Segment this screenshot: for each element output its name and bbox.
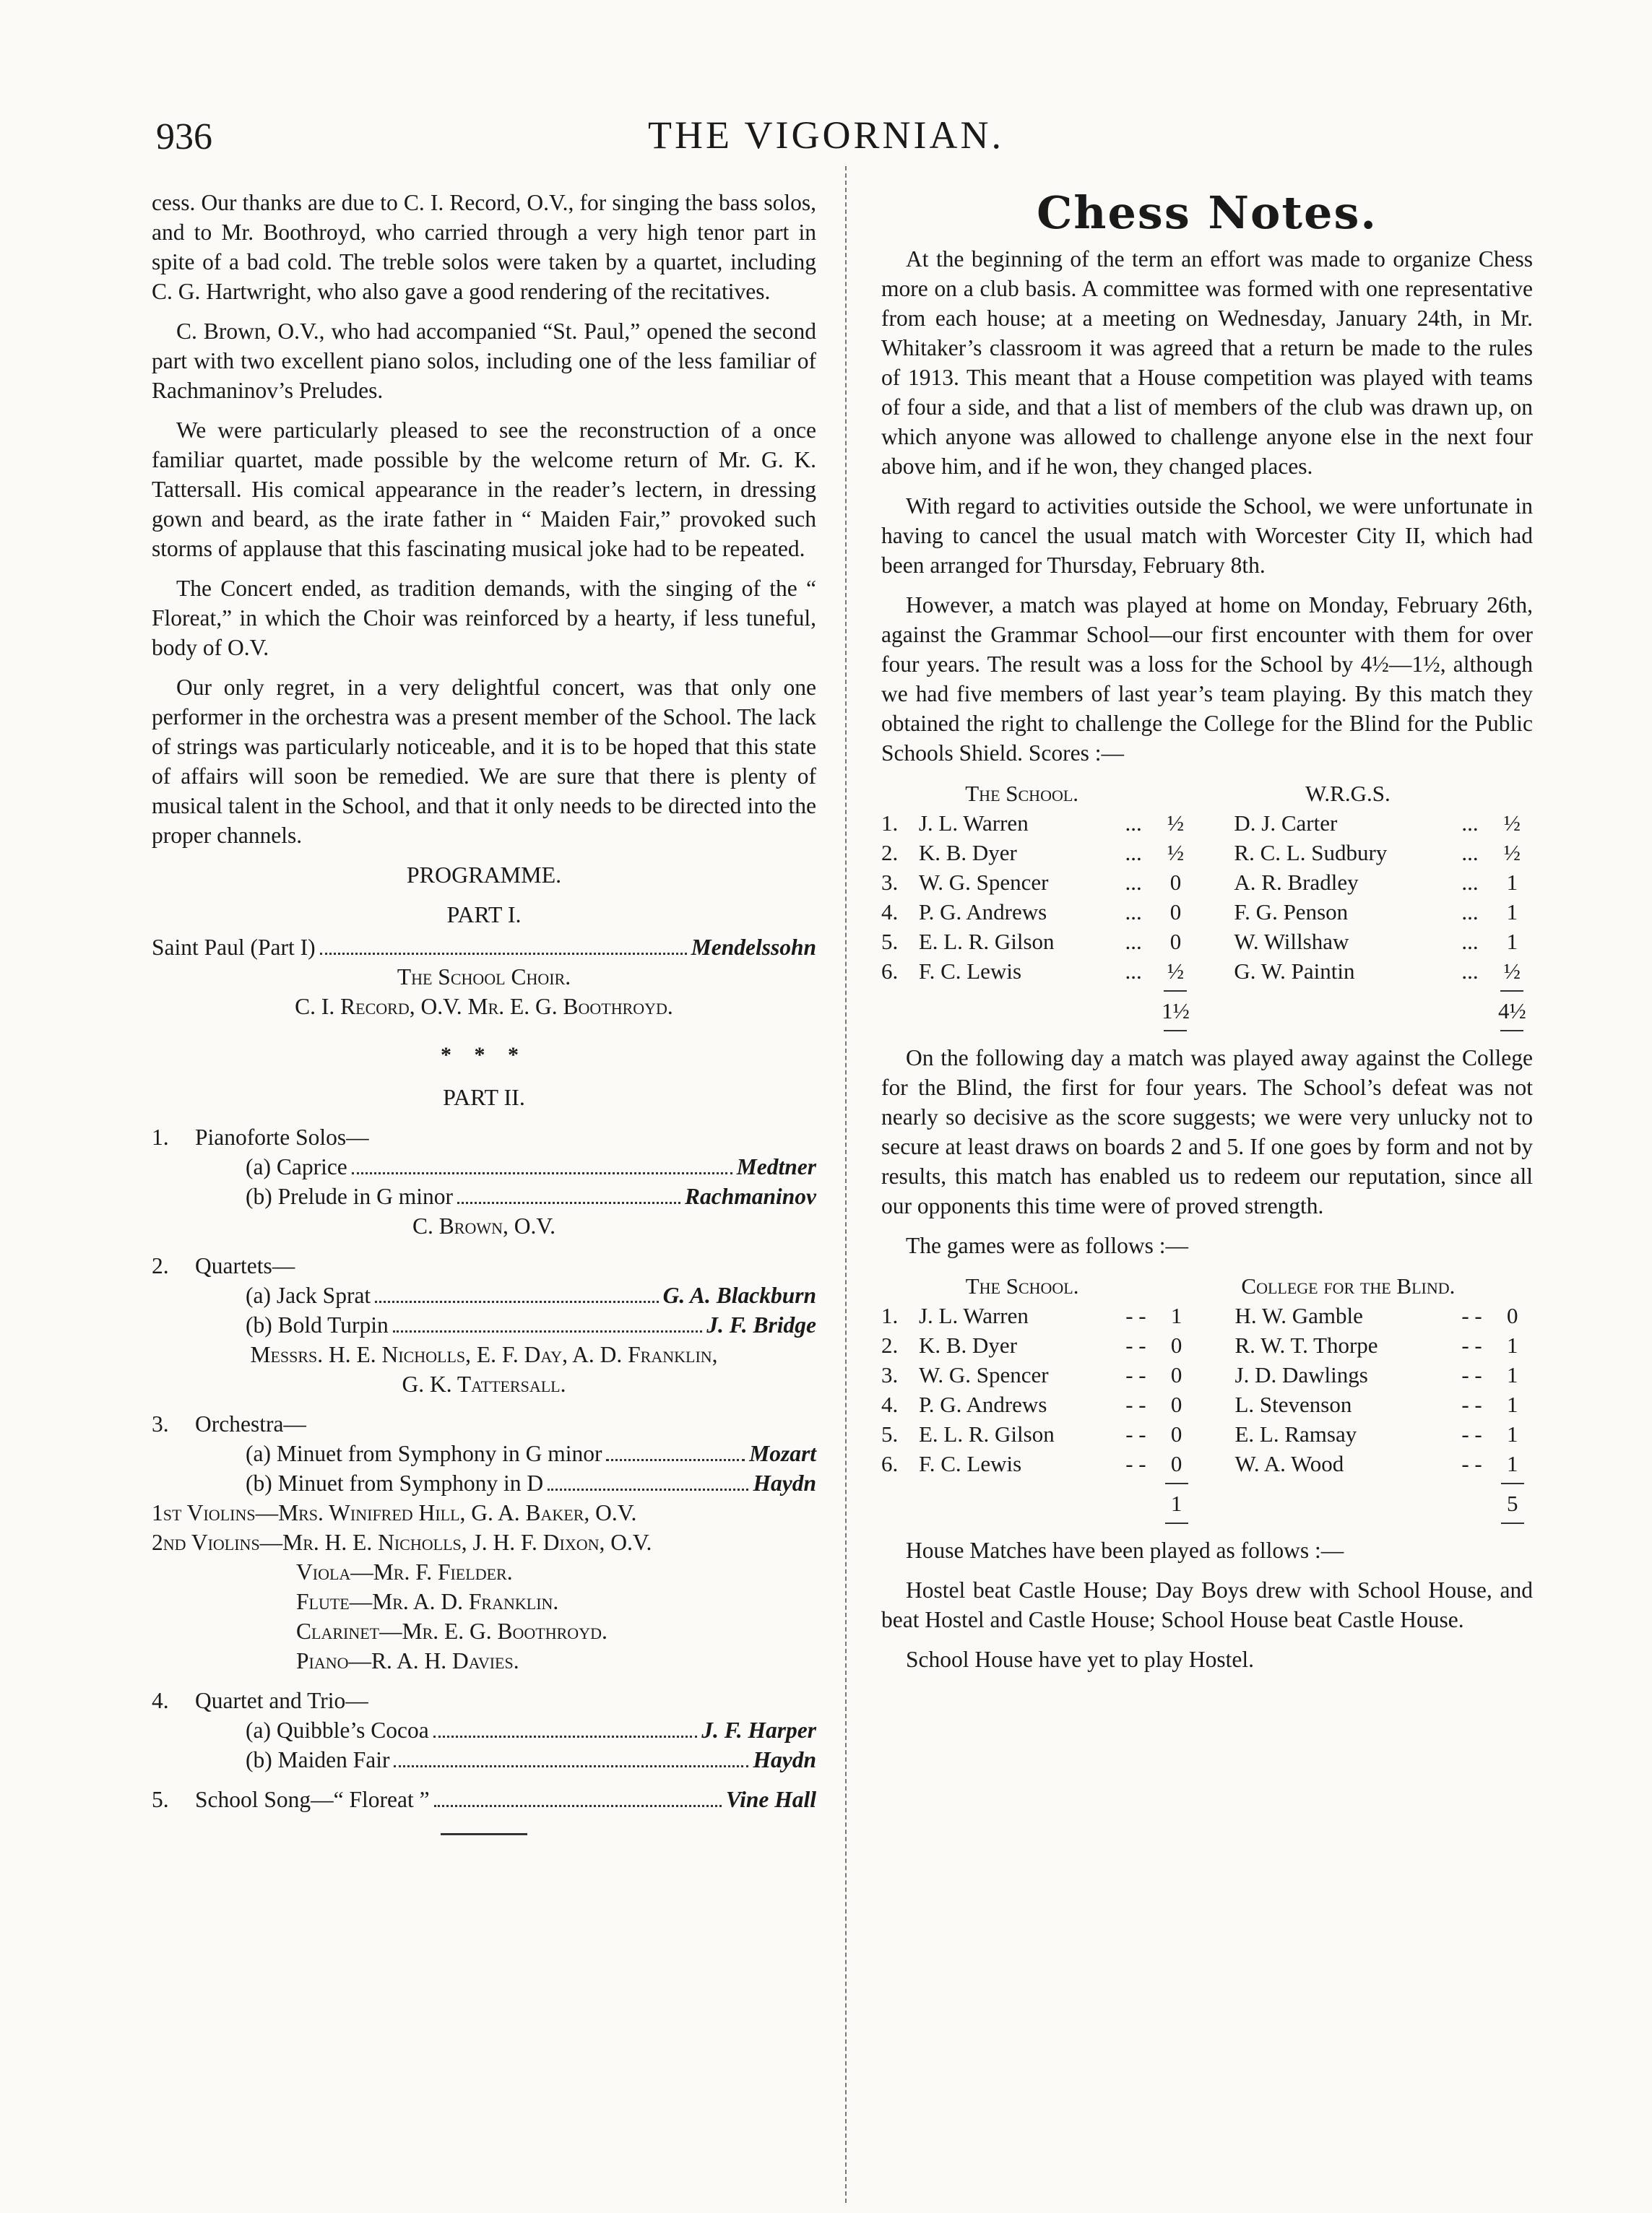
- row-separator: ...: [1125, 840, 1142, 865]
- part-2-title: PART II.: [443, 1084, 525, 1110]
- row-separator: - -: [1125, 1333, 1146, 1358]
- piece-title: Saint Paul (Part I): [152, 935, 316, 960]
- running-title: THE VIGORNIAN.: [648, 113, 1004, 157]
- row-separator: ...: [1125, 958, 1142, 984]
- home-score: ½: [1167, 840, 1185, 865]
- home-player: F. C. Lewis: [918, 1451, 1022, 1476]
- row-separator: - -: [1461, 1421, 1482, 1447]
- home-total: 1½: [1162, 998, 1190, 1023]
- away-score: ½: [1503, 810, 1521, 836]
- dot-leader: [548, 1489, 748, 1491]
- piece-title: (b) Bold Turpin: [246, 1312, 389, 1338]
- home-score: 0: [1170, 1362, 1182, 1387]
- programme-item-5: [152, 1785, 816, 1814]
- programme-entry: [152, 1468, 816, 1498]
- composer: J. F. Harper: [701, 1718, 816, 1743]
- away-score: 1: [1506, 1362, 1518, 1387]
- part-1-title: PART I.: [446, 901, 522, 927]
- home-player: W. G. Spencer: [918, 870, 1049, 895]
- row-separator: ...: [1461, 899, 1479, 924]
- home-player: W. G. Spencer: [918, 1362, 1049, 1387]
- table-header-row: [881, 778, 1533, 808]
- table-row: [881, 897, 1533, 927]
- gap-cell: [1197, 1419, 1235, 1449]
- programme-entry: [152, 1310, 816, 1340]
- gap-cell: [1197, 1449, 1235, 1478]
- performer: C. Brown, O.V.: [412, 1213, 555, 1239]
- away-score: 1: [1506, 1333, 1518, 1358]
- column-divider: [845, 166, 847, 2203]
- orchestra-player: Clarinet—Mr. E. G. Boothroyd.: [296, 1619, 607, 1644]
- gap-cell: [1196, 867, 1234, 897]
- orchestra-player: Piano—R. A. H. Davies.: [296, 1648, 519, 1673]
- table-row: [881, 956, 1533, 986]
- home-player: E. L. R. Gilson: [918, 1421, 1055, 1447]
- dot-leader: [433, 1736, 698, 1738]
- programme-title: PROGRAMME.: [406, 862, 562, 888]
- chess-paragraph-5: The games were as follows :—: [906, 1233, 1189, 1258]
- away-player: L. Stevenson: [1234, 1392, 1352, 1417]
- gap-cell: [1197, 1301, 1235, 1330]
- orchestra-player: Flute—Mr. A. D. Franklin.: [296, 1589, 559, 1614]
- chess-paragraph-7: Hostel beat Castle House; Day Boys drew with School House, and beat Hostel and Castle House; School House beat Castle House.: [881, 1577, 1533, 1632]
- row-separator: - -: [1461, 1451, 1482, 1476]
- away-player: W. Willshaw: [1234, 929, 1349, 954]
- chess-paragraph-4: On the following day a match was played away against the College for the Blind, the first for four years. The School’s defeat was not nearly so decisive as the score suggests; we were very unlucky not to secure at least draws on boards 2 and 5. If one goes by form and not by results, this match has enabled us to redeem our reputation, since all our opponents this time were of proved strength.: [881, 1045, 1533, 1218]
- composer: G. A. Blackburn: [662, 1283, 816, 1308]
- home-player: J. L. Warren: [918, 810, 1029, 836]
- total-rule: [1500, 990, 1523, 992]
- item-heading: Quartet and Trio—: [195, 1688, 368, 1713]
- gap-cell: [1196, 897, 1234, 927]
- away-total: 4½: [1497, 998, 1526, 1023]
- table-row: [881, 1330, 1533, 1360]
- home-team-header: The School.: [965, 780, 1079, 806]
- programme-item-2: [152, 1251, 816, 1281]
- row-separator: - -: [1125, 1421, 1146, 1447]
- away-score: 1: [1506, 1451, 1518, 1476]
- programme: [152, 860, 816, 1835]
- home-score: 0: [1170, 1392, 1182, 1417]
- row-separator: ...: [1125, 899, 1142, 924]
- composer: J. F. Bridge: [706, 1312, 816, 1338]
- row-separator: ...: [1461, 810, 1479, 836]
- total-rule: [1500, 1030, 1523, 1031]
- programme-entry: [152, 1152, 816, 1182]
- away-player: D. J. Carter: [1234, 810, 1338, 836]
- orchestra-player: 2nd Violins—Mr. H. E. Nicholls, J. H. F. Dixon, O.V.: [152, 1530, 652, 1555]
- chess-paragraph-1: At the beginning of the term an effort was made to organize Chess more on a club basis. A committee was formed with one representative from each house; at a meeting on Wednesday, January 24th, in Mr. Whitaker’s classroom it was agreed that a return be made to the rules of 1913. This meant that a House competition was played with teams of four a side, and that a list of members of the club was drawn up, on which anyone was allowed to challenge anyone else in the next four above him, and if he won, they changed places.: [881, 246, 1533, 479]
- dot-leader: [394, 1765, 748, 1767]
- orchestra-player: 1st Violins—Mrs. Winifred Hill, G. A. Baker, O.V.: [152, 1500, 637, 1525]
- gap-cell: [1196, 927, 1234, 956]
- dot-leader: [606, 1459, 745, 1461]
- row-separator: - -: [1461, 1362, 1482, 1387]
- row-separator: - -: [1461, 1333, 1482, 1358]
- gap-cell: [1197, 1330, 1235, 1360]
- composer: Mozart: [749, 1441, 816, 1466]
- home-score: 0: [1170, 1333, 1182, 1358]
- total-rule: [1164, 1030, 1187, 1031]
- home-score: ½: [1167, 958, 1185, 984]
- away-player: F. G. Penson: [1234, 899, 1349, 924]
- table-row: [881, 927, 1533, 956]
- page-number: 936: [156, 116, 212, 157]
- home-score: 0: [1169, 870, 1182, 895]
- section-stars: * * *: [441, 1043, 527, 1067]
- item-heading: Orchestra—: [195, 1411, 306, 1437]
- board-number: 3.: [881, 870, 899, 895]
- row-separator: ...: [1125, 870, 1142, 895]
- programme-item-3: [152, 1409, 816, 1439]
- table-row: [881, 1449, 1533, 1478]
- programme-entry: [152, 1745, 816, 1775]
- table-row: [881, 1390, 1533, 1419]
- home-player: K. B. Dyer: [918, 1333, 1018, 1358]
- away-player: A. R. Bradley: [1234, 870, 1359, 895]
- home-player: F. C. Lewis: [918, 958, 1022, 984]
- programme-entry: [152, 1182, 816, 1211]
- away-player: J. D. Dawlings: [1234, 1362, 1368, 1387]
- concert-paragraph-2: C. Brown, O.V., who had accompanied “St. Paul,” opened the second part with two excellent piano solos, including one of the less familiar of Rachmaninov’s Preludes.: [152, 319, 816, 403]
- performer: G. K. Tattersall.: [402, 1372, 566, 1397]
- gap-cell: [1196, 956, 1234, 986]
- piece-title: (a) Quibble’s Cocoa: [246, 1718, 429, 1743]
- piece-title: (a) Minuet from Symphony in G minor: [246, 1441, 602, 1466]
- row-separator: - -: [1125, 1451, 1146, 1476]
- gap-cell: [1197, 1390, 1235, 1419]
- dot-leader: [352, 1172, 732, 1174]
- programme-entry: [152, 932, 816, 962]
- home-player: P. G. Andrews: [918, 1392, 1047, 1417]
- home-score: ½: [1167, 810, 1185, 836]
- table-row: [881, 867, 1533, 897]
- away-score: 1: [1506, 1392, 1518, 1417]
- chess-paragraph-8: School House have yet to play Hostel.: [906, 1647, 1255, 1672]
- match-table-blind: [881, 1270, 1533, 1528]
- row-separator: - -: [1125, 1392, 1146, 1417]
- item-number: 4.: [152, 1688, 169, 1713]
- composer: Haydn: [753, 1747, 816, 1772]
- total-rule: [1165, 1523, 1188, 1524]
- concert-paragraph-4: The Concert ended, as tradition demands, with the singing of the “ Floreat,” in which the Choir was reinforced by a hearty, if less tuneful, body of O.V.: [152, 576, 816, 660]
- board-number: 6.: [881, 958, 899, 984]
- home-score: 0: [1169, 929, 1182, 954]
- table-row: [881, 838, 1533, 867]
- piece-title: (a) Caprice: [246, 1154, 347, 1179]
- away-player: R. C. L. Sudbury: [1234, 840, 1388, 865]
- board-number: 4.: [881, 899, 899, 924]
- total-row: [881, 1478, 1533, 1528]
- item-number: 2.: [152, 1253, 169, 1278]
- board-number: 6.: [881, 1451, 899, 1476]
- away-total: 5: [1506, 1491, 1518, 1516]
- programme-entry: [152, 1715, 816, 1745]
- composer: Mendelssohn: [691, 935, 816, 960]
- gap-cell: [1196, 808, 1234, 838]
- away-score: ½: [1503, 840, 1521, 865]
- row-separator: ...: [1461, 958, 1479, 984]
- dot-leader: [375, 1301, 658, 1303]
- orchestra-player: Viola—Mr. F. Fielder.: [296, 1559, 513, 1585]
- total-rule: [1501, 1483, 1524, 1484]
- away-score: 1: [1506, 929, 1518, 954]
- programme-entry: [152, 1439, 816, 1468]
- table-header-row: [881, 1270, 1533, 1301]
- chess-notes-title: Chess Notes.: [1037, 186, 1378, 239]
- table-row: [881, 808, 1533, 838]
- concert-paragraph-5: Our only regret, in a very delightful concert, was that only one performer in the orchestra was a present member of the School. The lack of strings was particularly noticeable, and it is to be hoped that this state of affairs will soon be remedied. We are sure that there is plenty of musical talent in the School, and that it only needs to be directed into the proper channels.: [152, 675, 816, 848]
- table-row: [881, 1360, 1533, 1390]
- item-number: 3.: [152, 1411, 169, 1437]
- away-score: 0: [1506, 1303, 1518, 1328]
- away-team-header: College for the Blind.: [1241, 1273, 1456, 1299]
- item-heading: Pianoforte Solos—: [195, 1125, 369, 1150]
- right-column: [881, 188, 1533, 1684]
- row-separator: - -: [1125, 1362, 1146, 1387]
- piece-title: (b) Minuet from Symphony in D: [246, 1471, 544, 1496]
- row-separator: ...: [1461, 840, 1479, 865]
- away-score: 1: [1506, 1421, 1518, 1447]
- total-rule: [1501, 1523, 1524, 1524]
- board-number: 5.: [881, 1421, 899, 1447]
- chess-paragraph-6: House Matches have been played as follows :—: [906, 1538, 1344, 1563]
- board-number: 5.: [881, 929, 899, 954]
- composer: Medtner: [736, 1154, 816, 1179]
- away-team-header: W.R.G.S.: [1305, 780, 1391, 806]
- dot-leader: [320, 953, 687, 955]
- dot-leader: [393, 1330, 702, 1333]
- item-number: 1.: [152, 1125, 169, 1150]
- row-separator: ...: [1125, 810, 1142, 836]
- home-score: 1: [1170, 1303, 1182, 1328]
- concert-paragraph-3: We were particularly pleased to see the reconstruction of a once familiar quartet, made possible by the welcome return of Mr. G. K. Tattersall. His comical appearance in the reader’s lectern, in dressing gown and beard, as the irate father in “ Maiden Fair,” provoked such storms of applause that this fascinating musical joke had to be repeated.: [152, 417, 816, 561]
- home-score: 0: [1169, 899, 1182, 924]
- row-separator: ...: [1461, 929, 1479, 954]
- item-heading: Quartets—: [195, 1253, 295, 1278]
- concert-paragraph-1: cess. Our thanks are due to C. I. Record, O.V., for singing the bass solos, and to Mr. Boothroyd, who carried through a very high tenor part in spite of a bad cold. The treble solos were taken by a quartet, including C. G. Hartwright, who also gave a good rendering of the recitatives.: [152, 190, 816, 304]
- piece-title: (b) Prelude in G minor: [246, 1184, 453, 1209]
- performer: The School Choir.: [397, 964, 571, 989]
- away-player: G. W. Paintin: [1234, 958, 1355, 984]
- gap-cell: [1197, 1360, 1235, 1390]
- row-separator: ...: [1125, 929, 1142, 954]
- away-player: W. A. Wood: [1234, 1451, 1344, 1476]
- away-player: H. W. Gamble: [1234, 1303, 1363, 1328]
- dot-leader: [434, 1805, 722, 1807]
- board-number: 4.: [881, 1392, 899, 1417]
- piece-title: School Song—“ Floreat ”: [195, 1787, 430, 1812]
- row-separator: - -: [1461, 1392, 1482, 1417]
- table-row: [881, 1419, 1533, 1449]
- dot-leader: [457, 1202, 680, 1204]
- total-row: [881, 986, 1533, 1036]
- match-table-wrgs: [881, 778, 1533, 1036]
- programme-item-1: [152, 1122, 816, 1152]
- soloists: C. I. Record, O.V. Mr. E. G. Boothroyd.: [295, 994, 673, 1019]
- chess-paragraph-3: However, a match was played at home on Monday, February 26th, against the Grammar School—our first encounter with them for over four years. The result was a loss for the School by 4½—1½, although we had five members of last year’s team playing. By this match they obtained the right to challenge the College for the Blind for the Public Schools Shield. Scores :—: [881, 592, 1533, 766]
- away-score: 1: [1506, 870, 1518, 895]
- board-number: 1.: [881, 810, 899, 836]
- total-rule: [1165, 1483, 1188, 1484]
- away-score: 1: [1506, 899, 1518, 924]
- table-row: [881, 1301, 1533, 1330]
- away-score: ½: [1503, 958, 1521, 984]
- total-rule: [1164, 990, 1187, 992]
- home-team-header: The School.: [965, 1273, 1079, 1299]
- composer: Haydn: [753, 1471, 816, 1496]
- programme-entry: [152, 1281, 816, 1310]
- home-score: 0: [1170, 1451, 1182, 1476]
- composer: Rachmaninov: [684, 1184, 816, 1209]
- home-player: E. L. R. Gilson: [918, 929, 1055, 954]
- row-separator: - -: [1461, 1303, 1482, 1328]
- away-player: E. L. Ramsay: [1234, 1421, 1357, 1447]
- home-score: 0: [1170, 1421, 1182, 1447]
- board-number: 3.: [881, 1362, 899, 1387]
- piece-title: (b) Maiden Fair: [246, 1747, 390, 1772]
- home-player: K. B. Dyer: [918, 840, 1017, 865]
- row-separator: - -: [1125, 1303, 1146, 1328]
- home-total: 1: [1170, 1491, 1182, 1516]
- performer: Messrs. H. E. Nicholls, E. F. Day, A. D. Franklin,: [250, 1342, 718, 1367]
- composer: Vine Hall: [725, 1787, 816, 1812]
- home-player: J. L. Warren: [918, 1303, 1029, 1328]
- end-rule: [441, 1833, 527, 1835]
- left-column: [152, 188, 816, 1835]
- board-number: 2.: [881, 1333, 899, 1358]
- away-player: R. W. T. Thorpe: [1234, 1333, 1378, 1358]
- item-number: 5.: [152, 1787, 169, 1812]
- chess-paragraph-2: With regard to activities outside the School, we were unfortunate in having to cancel the usual match with Worcester City II, which had been arranged for Thursday, February 8th.: [881, 493, 1533, 578]
- piece-title: (a) Jack Sprat: [246, 1283, 371, 1308]
- board-number: 1.: [881, 1303, 899, 1328]
- programme-item-4: [152, 1686, 816, 1715]
- row-separator: ...: [1461, 870, 1479, 895]
- home-player: P. G. Andrews: [918, 899, 1047, 924]
- gap-cell: [1196, 838, 1234, 867]
- board-number: 2.: [881, 840, 899, 865]
